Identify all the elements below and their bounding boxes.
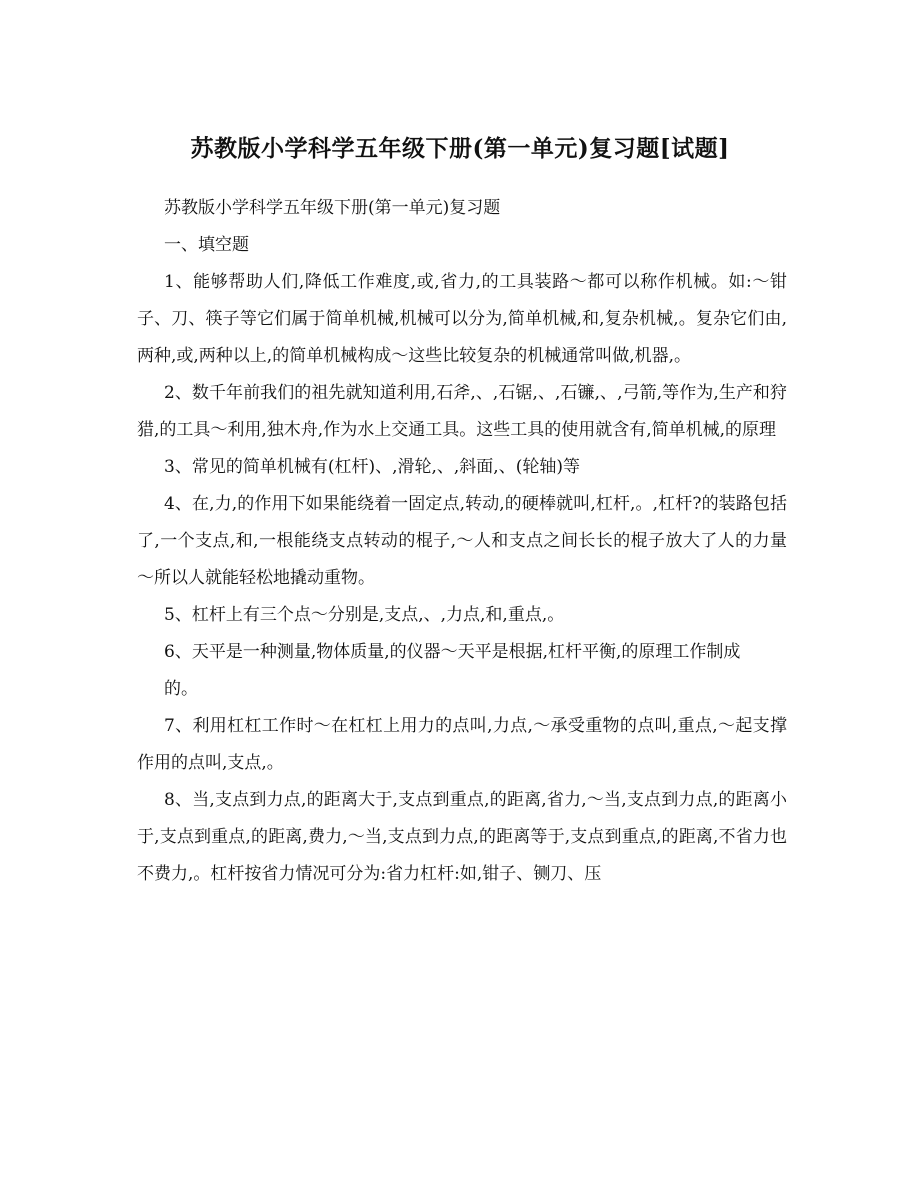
question-6: 6、天平是一种测量,物体质量,的仪器～天平是根据,杠杆平衡,的原理工作制成 [164, 642, 741, 662]
subtitle: 苏教版小学科学五年级下册(第一单元)复习题 [164, 198, 501, 218]
question-5: 5、杠杆上有三个点～分别是,支点,、,力点,和,重点,。 [164, 605, 565, 625]
question-3: 3、常见的简单机械有(杠杆)、,滑轮,、,斜面,、(轮轴)等 [164, 457, 580, 477]
section-heading: 一、填空题 [164, 235, 249, 255]
question-1: 1、能够帮助人们,降低工作难度,或,省力,的工具装路～都可以称作机械。如:～钳子、刀、筷子等它们属于简单机械,机械可以分为,简单机械,和,复杂机械,。复杂它们由,两种,或,两种以上,的简单机械构成～这些比较复杂的机械通常叫做,机器,。 [137, 272, 787, 366]
document-body [137, 190, 787, 893]
page-title: 苏教版小学科学五年级下册(第一单元)复习题[试题] [190, 135, 730, 162]
question-2: 2、数千年前我们的祖先就知道利用,石斧,、,石锯,、,石镰,、,弓箭,等作为,生产和狩猎,的工具～利用,独木舟,作为水上交通工具。这些工具的使用就含有,简单机械,的原理 [137, 383, 787, 440]
question-8: 8、当,支点到力点,的距离大于,支点到重点,的距离,省力,～当,支点到力点,的距离小于,支点到重点,的距离,费力,～当,支点到力点,的距离等于,支点到重点,的距离,不省力也不费力,。杠杆按省力情况可分为:省力杠杆:如,钳子、铡刀、压 [137, 790, 787, 884]
question-6-continuation: 的。 [164, 679, 198, 699]
question-4: 4、在,力,的作用下如果能绕着一固定点,转动,的硬棒就叫,杠杆,。,杠杆?的装路包括了,一个支点,和,一根能绕支点转动的棍子,～人和支点之间长长的棍子放大了人的力量～所以人就能轻松地撬动重物。 [137, 494, 787, 588]
question-7: 7、利用杠杠工作时～在杠杠上用力的点叫,力点,～承受重物的点叫,重点,～起支撑作用的点叫,支点,。 [137, 716, 787, 773]
